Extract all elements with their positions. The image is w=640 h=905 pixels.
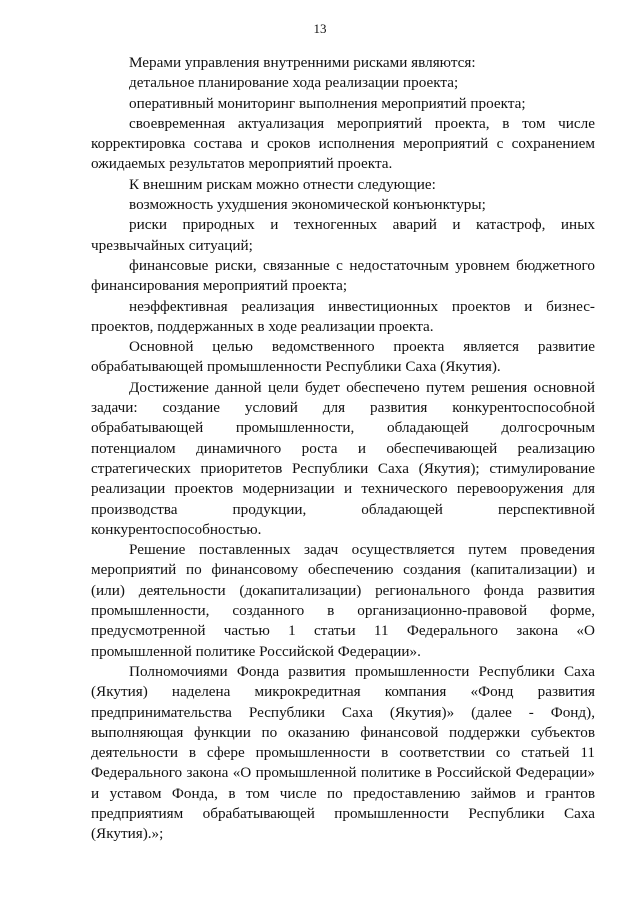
- paragraph-goal-achievement: Достижение данной цели будет обеспечено путем решения основной задачи: создание условий для развития конкурентоспособной обрабатывающей промышленности, обладающей долгосрочным потенциалом динамичного роста и обеспечивающей реализацию стратегических приоритетов Республики Саха (Якутия); стимулирование реализации проектов модернизации и технического перевооружения для производства продукции, обладающей перспективной конкурентоспособностью.: [91, 378, 595, 538]
- paragraph-fund-powers: Полномочиями Фонда развития промышленности Республики Саха (Якутия) наделена микрокредитная компания «Фонд развития предпринимательства Республики Саха (Якутия)» (далее - Фонд), выполняющая функции по оказанию финансовой поддержки субъектов деятельности в сфере промышленности в соответствии со статьей 11 Федерального закона «О промышленной политике в Российской Федерации» и уставом Фонда, в том числе по предоставлению займов и грантов предприятиям обрабатывающей промышленности Республики Саха (Якутия).»;: [91, 662, 595, 843]
- paragraph-task-solution: Решение поставленных задач осуществляется путем проведения мероприятий по финансовому обеспечению создания (капитализации) и (или) деятельности (докапитализации) регионального фонда развития промышленности, созданного в организационно-правовой форме, предусмотренной частью 1 статьи 11 Федерального закона «О промышленной политике Российской Федерации».: [91, 541, 595, 660]
- paragraph-project-goal: Основной целью ведомственного проекта является развитие обрабатывающей промышленности Республики Саха (Якутия).: [91, 338, 595, 376]
- paragraph-internal-risks-intro: Мерами управления внутренними рисками являются:: [129, 54, 476, 71]
- paragraph-timely-update: своевременная актуализация мероприятий проекта, в том числе корректировка состава и сроков исполнения мероприятий с сохранением ожидаемых результатов мероприятий проекта.: [91, 114, 595, 173]
- paragraph-natural-disasters: риски природных и техногенных аварий и катастроф, иных чрезвычайных ситуаций;: [91, 216, 595, 254]
- document-body: [91, 53, 595, 845]
- page-number: 13: [313, 21, 327, 36]
- paragraph-external-risks-intro: К внешним рискам можно отнести следующие:: [129, 175, 436, 193]
- paragraph-detailed-planning: детальное планирование хода реализации проекта;: [129, 74, 459, 92]
- paragraph-inefficient-projects: неэффективная реализация инвестиционных проектов и бизнес-проектов, поддержанных в ходе реализации проекта.: [91, 297, 595, 335]
- paragraph-operational-monitoring: оперативный мониторинг выполнения мероприятий проекта;: [129, 94, 526, 112]
- paragraph-economic-conditions: возможность ухудшения экономической конъюнктуры;: [129, 196, 486, 214]
- paragraph-financial-risks: финансовые риски, связанные с недостаточным уровнем бюджетного финансирования мероприятий проекта;: [91, 256, 595, 295]
